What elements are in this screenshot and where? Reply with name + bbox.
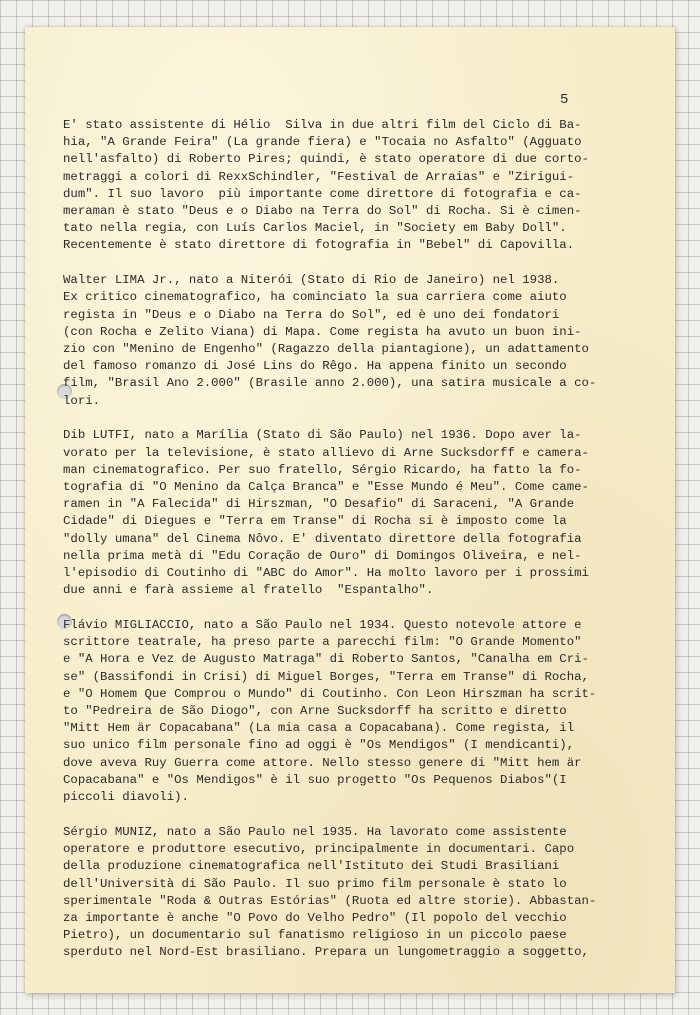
text-line: Flávio MIGLIACCIO, nato a São Paulo nel 1934. Questo notevole attore e [63, 618, 582, 633]
text-line: suo unico film personale fino ad oggi è "Os Mendigos" (I mendicanti), [63, 738, 575, 753]
text-line: Copacabana" e "Os Mendigos" è il suo progetto "Os Pequenos Diabos"(I [63, 772, 567, 787]
text-line: lori. [63, 393, 101, 408]
text-line: Dib LUTFI, nato a Marília (Stato di São Paulo) nel 1936. Dopo aver la- [63, 428, 582, 443]
text-line: due anni e farà assieme al fratello "Espantalho". [63, 583, 434, 598]
text-line: nella prima metà di "Edu Coração de Ouro" di Domingos Oliveira, e nel- [63, 548, 582, 563]
page-body [63, 117, 648, 979]
text-line: della produzione cinematografica nell'Istituto dei Studi Brasiliani [63, 859, 560, 874]
text-line: Recentemente è stato direttore di fotografia in "Bebel" di Capovilla. [63, 238, 575, 253]
text-line: ramen in "A Falecida" di Hirszman, "O Desafio" di Saraceni, "A Grande [63, 497, 575, 512]
text-line: se" (Bassifondi in Crisi) di Miguel Borges, "Terra em Transe" di Rocha, [63, 669, 589, 684]
paragraph [63, 824, 648, 962]
text-line: to "Pedreira de São Diogo", con Arne Sucksdorff ha scritto e diretto [63, 704, 567, 719]
text-line: operatore e produttore esecutivo, principalmente in documentari. Capo [63, 842, 575, 857]
text-line: vorato per la televisione, è stato allievo di Arne Sucksdorff e camera- [63, 445, 589, 460]
text-line: (con Rocha e Zelito Viana) di Mapa. Come regista ha avuto un buon ini- [63, 324, 582, 339]
text-line: l'episodio di Coutinho di "ABC do Amor". Ha molto lavoro per i prossimi [63, 566, 589, 581]
text-line: metraggi a colori di RexxSchindler, "Festival de Arraias" e "Zirigui- [63, 169, 575, 184]
text-line: sperimentale "Roda & Outras Estórias" (Ruota ed altre storie). Abbastan- [63, 893, 597, 908]
paragraph [63, 117, 648, 255]
text-line: dell'Università di São Paulo. Il suo primo film personale è stato lo [63, 876, 567, 891]
text-line: E' stato assistente di Hélio Silva in due altri film del Ciclo di Ba- [63, 118, 582, 132]
text-line: Ex critico cinematografico, ha cominciato la sua carriera come aiuto [63, 290, 567, 305]
text-line: "dolly umana" del Cinema Nôvo. E' diventato direttore della fotografia [63, 531, 582, 546]
text-line: Sérgio MUNIZ, nato a São Paulo nel 1935. Ha lavorato come assistente [63, 824, 567, 839]
text-line: dum". Il suo lavoro più importante come direttore di fotografia e ca- [63, 186, 582, 201]
text-line: meraman è stato "Deus e o Diabo na Terra do Sol" di Rocha. Si è cimen- [63, 204, 582, 219]
paragraph [63, 617, 648, 806]
paragraph [63, 427, 648, 599]
text-line: sperduto nel Nord-Est brasiliano. Prepara un lungometraggio a soggetto, [63, 945, 589, 960]
text-line: e "A Hora e Vez de Augusto Matraga" di Roberto Santos, "Canalha em Cri- [63, 652, 589, 667]
text-line: za importante è anche "O Povo do Velho Pedro" (Il popolo del vecchio [63, 910, 567, 925]
text-line: man cinematografico. Per suo fratello, Sérgio Ricardo, ha fatto la fo- [63, 462, 582, 477]
text-line: dove aveva Ruy Guerra come attore. Nello stesso genere di "Mitt hem är [63, 755, 582, 770]
text-line: regista in "Deus e o Diabo na Terra do Sol", ed è uno dei fondatori [63, 307, 560, 322]
text-line: Walter LIMA Jr., nato a Niterói (Stato di Rio de Janeiro) nel 1938. [63, 273, 560, 288]
text-line: Cidade" di Diegues e "Terra em Transe" di Rocha si è imposto come la [63, 514, 567, 529]
text-line: "Mitt Hem är Copacabana" (La mia casa a Copacabana). Come regista, il [63, 721, 575, 736]
text-line: tato nella regia, con Luís Carlos Maciel, in "Society em Baby Doll". [63, 221, 567, 236]
page-number: 5 [560, 92, 569, 108]
text-line: nell'asfalto) di Roberto Pires; quindi, è stato operatore di due corto- [63, 152, 589, 167]
text-line: hia, "A Grande Feira" (La grande fiera) e "Tocaia no Asfalto" (Agguato [63, 135, 582, 150]
text-line: scrittore teatrale, ha preso parte a parecchi film: "O Grande Momento" [63, 635, 582, 650]
text-line: e "O Homem Que Comprou o Mundo" di Coutinho. Con Leon Hirszman ha scrit- [63, 686, 597, 701]
text-line: piccoli diavoli). [63, 790, 189, 805]
text-line: zio con "Menino de Engenho" (Ragazzo della piantagione), un adattamento [63, 342, 589, 357]
text-line: tografia di "O Menino da Calça Branca" e "Esse Mundo é Meu". Come came- [63, 480, 589, 495]
paragraph [63, 272, 648, 410]
text-line: film, "Brasil Ano 2.000" (Brasile anno 2.000), una satira musicale a co- [63, 376, 597, 391]
text-line: del famoso romanzo di José Lins do Rêgo. Ha appena finito un secondo [63, 359, 567, 374]
text-line: Pietro), un documentario sul fanatismo religioso in un piccolo paese [63, 928, 567, 943]
